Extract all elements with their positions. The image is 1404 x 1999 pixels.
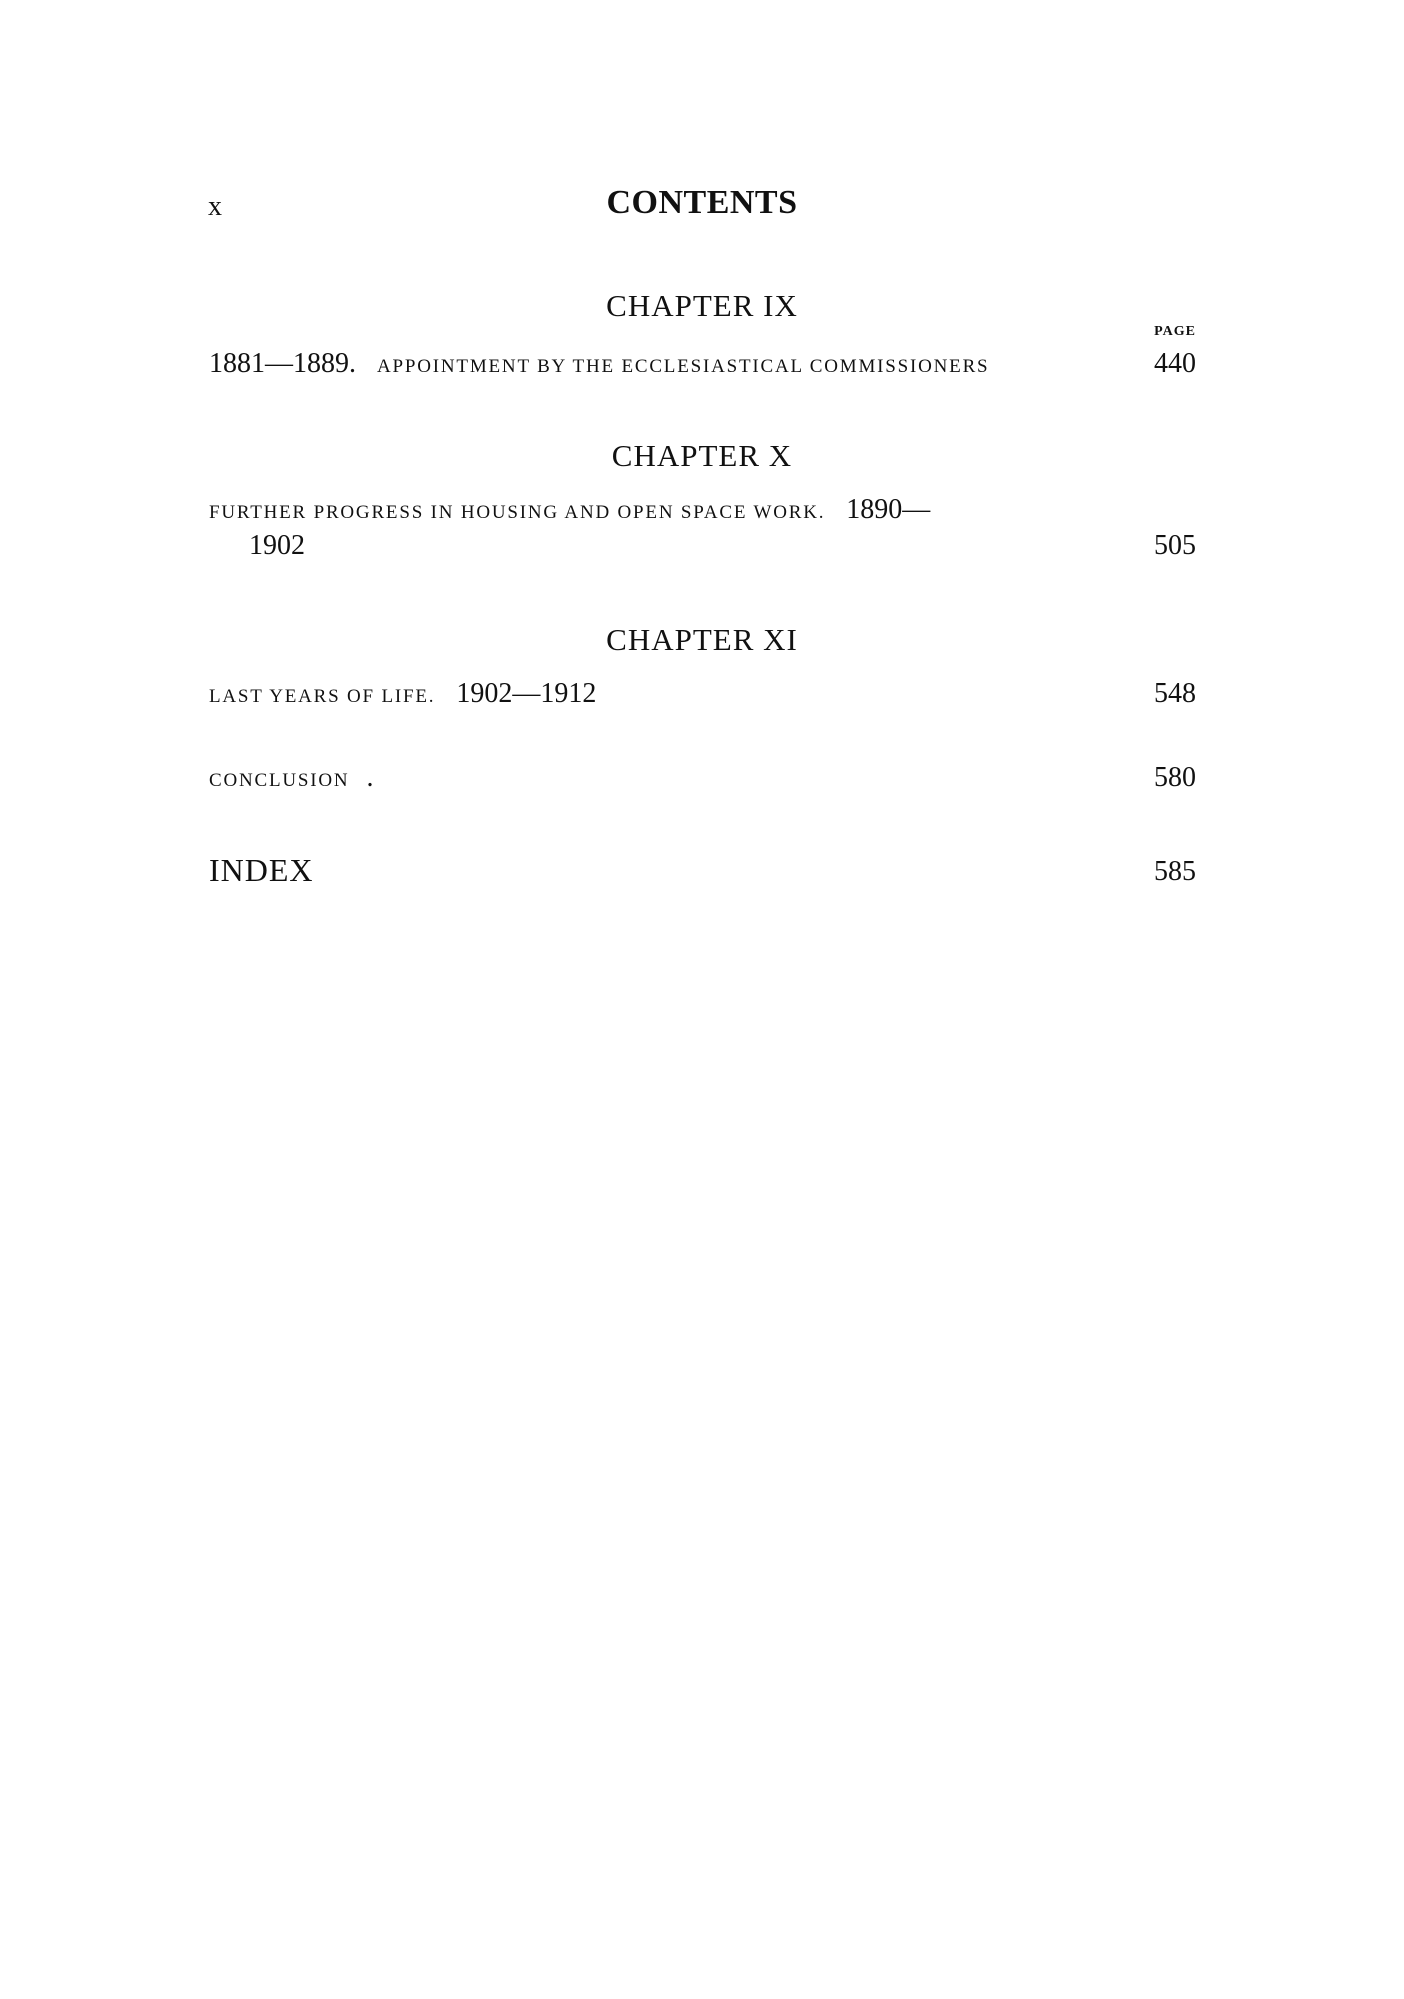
- toc-entry-chapter-10: [209, 494, 1196, 570]
- toc-entry-line: [209, 494, 930, 526]
- chapter-10-dates-start: 1890—: [846, 494, 931, 525]
- chapter-9-page: 440: [1154, 348, 1196, 379]
- conclusion-page: 580: [1154, 762, 1196, 793]
- toc-entry-chapter-11: [209, 678, 1196, 718]
- toc-entry-line: [209, 678, 596, 710]
- chapter-10-dates-end: 1902: [249, 530, 305, 561]
- chapter-9-dates: 1881—1889.: [209, 348, 356, 379]
- index-page: 585: [1154, 856, 1196, 887]
- page-title: CONTENTS: [606, 184, 798, 221]
- toc-entry-chapter-9: [209, 348, 1196, 388]
- chapter-9-heading: CHAPTER IX: [606, 288, 798, 323]
- page-folio: x: [208, 191, 222, 222]
- chapter-11-title: LAST YEARS OF LIFE.: [209, 686, 436, 707]
- toc-entry-index: [209, 854, 1196, 898]
- toc-entry-line: [209, 348, 989, 380]
- chapter-11-dates: 1902—1912: [456, 678, 597, 709]
- toc-entry-line: [209, 762, 373, 794]
- conclusion-label: CONCLUSION: [209, 770, 350, 791]
- chapter-11-heading: CHAPTER XI: [606, 622, 798, 657]
- chapter-10-heading: CHAPTER X: [611, 438, 793, 473]
- chapter-10-page: 505: [1154, 530, 1196, 561]
- chapter-10-title: FURTHER PROGRESS IN HOUSING AND OPEN SPACE WORK.: [209, 502, 826, 523]
- chapter-9-title: APPOINTMENT BY THE ECCLESIASTICAL COMMISSIONERS: [377, 356, 990, 377]
- index-label: INDEX: [209, 852, 314, 888]
- chapter-11-page: 548: [1154, 678, 1196, 709]
- page-column-label: PAGE: [1154, 324, 1196, 339]
- toc-entry-conclusion: [209, 762, 1196, 802]
- conclusion-leader: .: [366, 762, 374, 793]
